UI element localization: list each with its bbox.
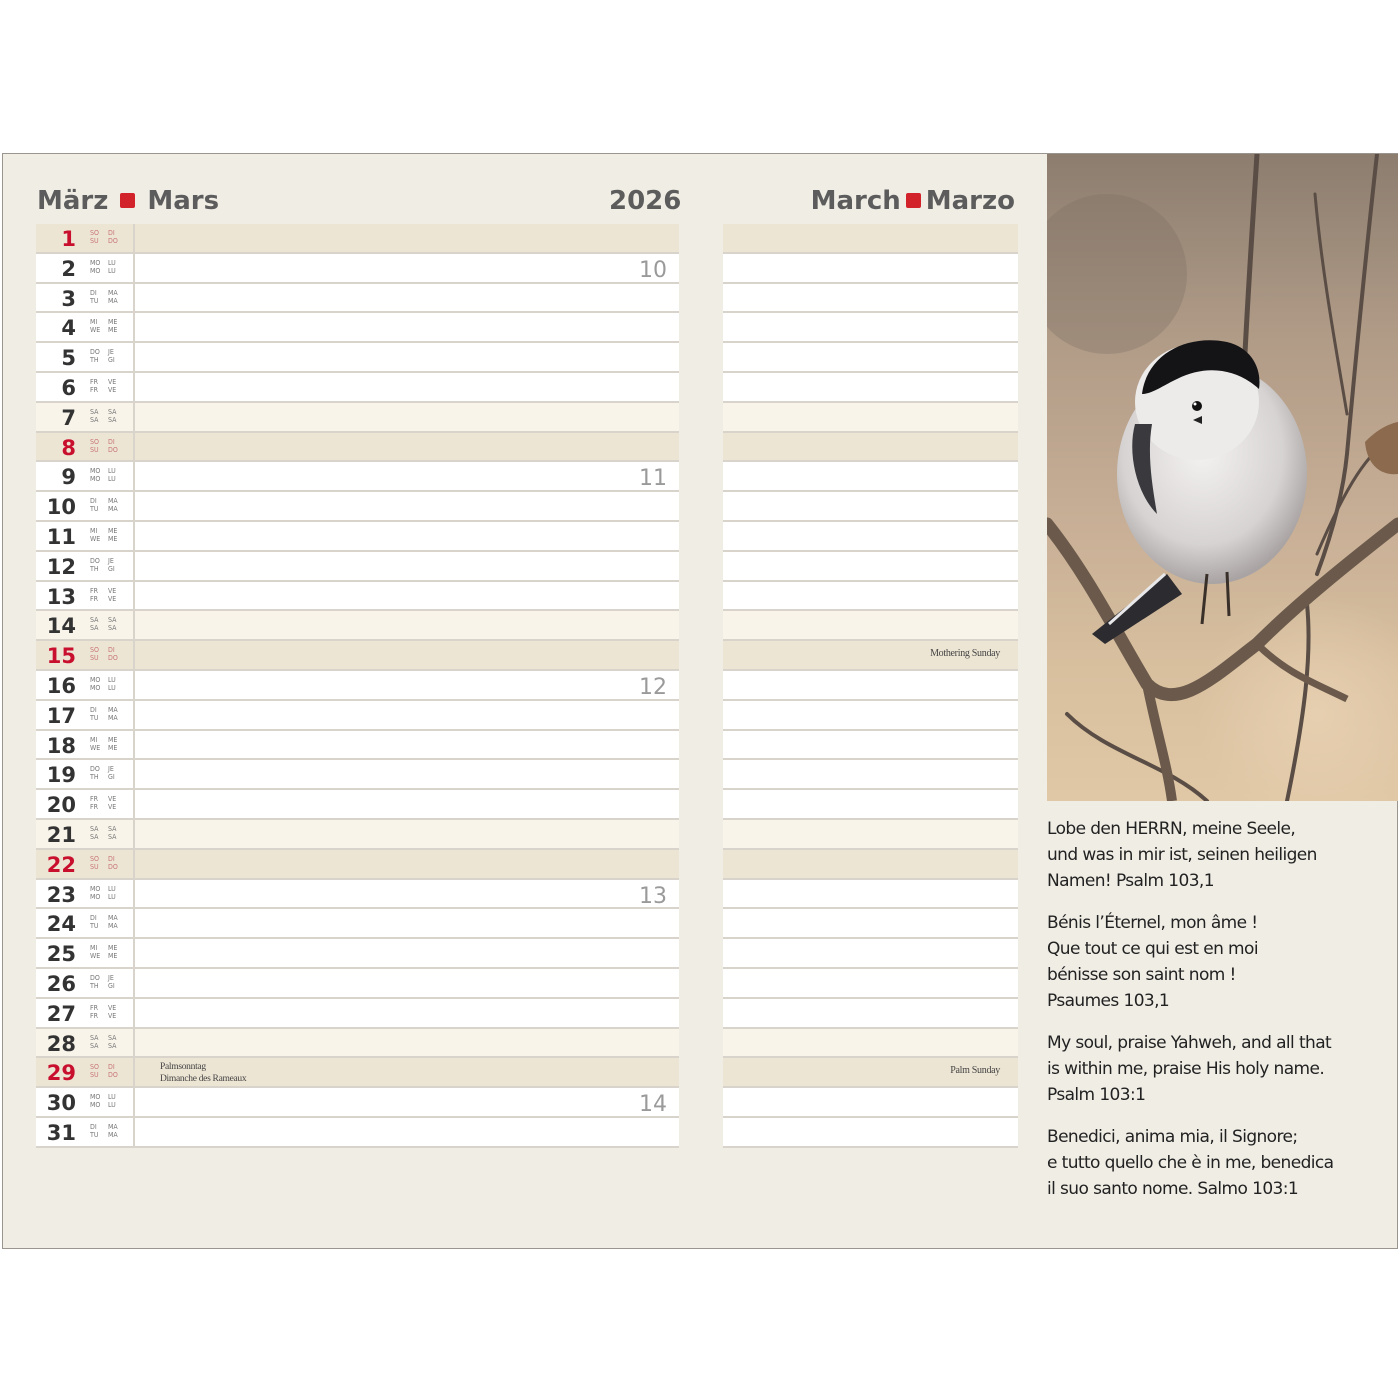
- week-number: 13: [639, 883, 667, 909]
- day-row-notes[interactable]: [723, 939, 1018, 969]
- day-row-notes[interactable]: [723, 433, 1018, 463]
- column-divider: [133, 850, 135, 880]
- day-number: 11: [46, 524, 76, 549]
- weekday-abbrev: ME ME: [108, 944, 118, 961]
- day-row[interactable]: [36, 790, 679, 820]
- day-row[interactable]: [36, 1029, 679, 1059]
- weekday-abbrev: MI WE: [90, 735, 101, 752]
- weekday-abbrev: DI DO: [108, 1063, 118, 1080]
- day-number: 25: [46, 942, 76, 967]
- weekday-abbrev: DI DO: [108, 854, 118, 871]
- day-number: 1: [61, 227, 76, 251]
- day-number: 24: [46, 912, 76, 937]
- day-number: 18: [46, 733, 76, 758]
- weekday-abbrev: DO TH: [90, 556, 100, 573]
- weekday-abbrev: SA SA: [108, 407, 117, 424]
- column-divider: [133, 343, 135, 373]
- day-list-right: [723, 224, 1018, 1148]
- weekday-abbrev: DI TU: [90, 914, 99, 931]
- column-divider: [133, 284, 135, 314]
- day-row[interactable]: [36, 731, 679, 761]
- day-row-notes[interactable]: [723, 522, 1018, 552]
- day-number: 28: [46, 1031, 76, 1056]
- day-row-notes[interactable]: [723, 909, 1018, 939]
- column-divider: [133, 522, 135, 552]
- week-number: 12: [639, 674, 667, 700]
- weekday-abbrev: DI TU: [90, 705, 99, 722]
- day-number: 7: [61, 405, 76, 430]
- weekday-abbrev: MA MA: [108, 914, 118, 931]
- day-row-notes[interactable]: [723, 611, 1018, 641]
- column-divider: [133, 433, 135, 463]
- column-divider: [133, 224, 135, 254]
- day-row-notes[interactable]: [723, 671, 1018, 701]
- day-row[interactable]: [36, 254, 679, 284]
- day-row-notes[interactable]: [723, 760, 1018, 790]
- day-row-notes[interactable]: [723, 254, 1018, 284]
- weekday-abbrev: DI DO: [108, 229, 118, 245]
- weekday-abbrev: VE VE: [108, 586, 117, 603]
- column-divider: [133, 641, 135, 671]
- day-row-notes[interactable]: [723, 1058, 1018, 1088]
- long-tailed-tit-image: [1047, 154, 1398, 801]
- day-number: 13: [46, 584, 76, 609]
- day-row-notes[interactable]: [723, 641, 1018, 671]
- day-row[interactable]: [36, 284, 679, 314]
- day-row[interactable]: [36, 701, 679, 731]
- day-list-left: [36, 224, 679, 1148]
- column-divider: [133, 611, 135, 641]
- day-row[interactable]: [36, 1118, 679, 1148]
- weekday-abbrev: FR FR: [90, 795, 98, 812]
- weekday-abbrev: SA SA: [90, 824, 99, 841]
- day-row[interactable]: [36, 641, 679, 671]
- weekday-abbrev: FR FR: [90, 377, 98, 394]
- week-number: 10: [639, 257, 667, 283]
- day-row[interactable]: [36, 492, 679, 522]
- day-number: 8: [61, 435, 76, 460]
- day-row-notes[interactable]: [723, 343, 1018, 373]
- weekday-abbrev: SA SA: [90, 407, 99, 424]
- calendar-spread: [2, 153, 1398, 1249]
- day-number: 31: [46, 1120, 76, 1145]
- bird-photo: [1047, 154, 1398, 801]
- day-row-notes[interactable]: [723, 224, 1018, 254]
- week-number: 14: [639, 1092, 667, 1118]
- column-divider: [133, 1058, 135, 1088]
- weekday-abbrev: MO MO: [90, 884, 101, 901]
- column-divider: [133, 552, 135, 582]
- month-title-left: [37, 184, 219, 218]
- column-divider: [133, 999, 135, 1029]
- month-it: Marzo: [925, 186, 1015, 216]
- holiday-note-en: Mothering Sunday: [930, 648, 1000, 660]
- weekday-abbrev: MA MA: [108, 288, 118, 305]
- day-row-notes[interactable]: [723, 582, 1018, 612]
- day-row-notes[interactable]: [723, 820, 1018, 850]
- column-divider: [133, 582, 135, 612]
- day-row[interactable]: [36, 552, 679, 582]
- day-number: 19: [46, 763, 76, 788]
- day-row[interactable]: [36, 820, 679, 850]
- day-row-notes[interactable]: [723, 492, 1018, 522]
- column-divider: [133, 909, 135, 939]
- day-row-notes[interactable]: [723, 313, 1018, 343]
- day-row[interactable]: [36, 760, 679, 790]
- day-row[interactable]: [36, 611, 679, 641]
- weekday-abbrev: JE GI: [108, 556, 115, 573]
- weekday-abbrev: MI WE: [90, 944, 101, 961]
- column-divider: [133, 671, 135, 701]
- day-row[interactable]: [36, 403, 679, 433]
- day-row[interactable]: [36, 880, 679, 910]
- day-number: 10: [46, 495, 76, 520]
- day-number: 17: [46, 703, 76, 728]
- day-row[interactable]: [36, 999, 679, 1029]
- day-row[interactable]: [36, 1058, 679, 1088]
- weekday-abbrev: VE VE: [108, 377, 117, 394]
- month-title-right: [811, 184, 1015, 218]
- column-divider: [133, 1088, 135, 1118]
- weekday-abbrev: JE GI: [108, 348, 115, 365]
- month-en: March: [810, 186, 901, 216]
- month-fr: Mars: [147, 186, 220, 216]
- weekday-abbrev: SO SU: [90, 1063, 99, 1080]
- day-row[interactable]: [36, 850, 679, 880]
- day-number: 22: [46, 852, 76, 877]
- weekday-abbrev: ME ME: [108, 318, 118, 335]
- weekday-abbrev: DO TH: [90, 765, 100, 782]
- weekday-abbrev: JE GI: [108, 765, 115, 782]
- column-divider: [133, 731, 135, 761]
- weekday-abbrev: VE VE: [108, 1003, 117, 1020]
- weekday-abbrev: JE GI: [108, 973, 115, 990]
- weekday-abbrev: SO SU: [90, 229, 99, 245]
- column-divider: [133, 492, 135, 522]
- weekday-abbrev: SA SA: [108, 824, 117, 841]
- day-number: 29: [46, 1061, 76, 1086]
- day-number: 14: [46, 614, 76, 639]
- holiday-note-en: Palm Sunday: [950, 1065, 1000, 1077]
- weekday-abbrev: DO TH: [90, 348, 100, 365]
- column-divider: [133, 760, 135, 790]
- day-row-notes[interactable]: [723, 850, 1018, 880]
- day-row[interactable]: [36, 909, 679, 939]
- verse-text: Benedici, anima mia, il Signore; e tutto quello che è in me, benedica il suo santo nome. Salmo 103:1: [1047, 1127, 1334, 1199]
- day-number: 26: [46, 971, 76, 996]
- column-divider: [133, 1118, 135, 1148]
- day-row-notes[interactable]: [723, 1088, 1018, 1118]
- year-title: 2026: [609, 186, 682, 216]
- column-divider: [133, 969, 135, 999]
- column-divider: [133, 790, 135, 820]
- day-row[interactable]: [36, 1088, 679, 1118]
- day-number: 6: [61, 375, 76, 400]
- weekday-abbrev: SA SA: [90, 1033, 99, 1050]
- column-divider: [133, 701, 135, 731]
- day-row[interactable]: [36, 522, 679, 552]
- weekday-abbrev: DI DO: [108, 646, 118, 663]
- weekday-abbrev: DI TU: [90, 288, 99, 305]
- column-divider: [133, 1029, 135, 1059]
- column-divider: [133, 403, 135, 433]
- day-row-notes[interactable]: [723, 701, 1018, 731]
- weekday-abbrev: SO SU: [90, 646, 99, 663]
- day-row-notes[interactable]: [723, 552, 1018, 582]
- weekday-abbrev: SA SA: [108, 616, 117, 633]
- weekday-abbrev: LU LU: [108, 884, 116, 901]
- column-divider: [133, 939, 135, 969]
- weekday-abbrev: MA MA: [108, 1122, 118, 1139]
- day-row[interactable]: [36, 671, 679, 701]
- weekday-abbrev: LU LU: [108, 675, 116, 692]
- column-divider: [133, 820, 135, 850]
- weekday-abbrev: DI DO: [108, 437, 118, 454]
- day-number: 3: [61, 286, 76, 311]
- column-divider: [133, 313, 135, 343]
- day-number: 4: [61, 316, 76, 341]
- bible-verses: [1047, 816, 1387, 1218]
- verse-text: Bénis l’Éternel, mon âme ! Que tout ce qui est en moi bénisse son saint nom ! Psaumes 103,1: [1047, 913, 1258, 1011]
- weekday-abbrev: MA MA: [108, 705, 118, 722]
- day-row[interactable]: [36, 343, 679, 373]
- weekday-abbrev: LU LU: [108, 467, 116, 484]
- day-row[interactable]: [36, 582, 679, 612]
- column-divider: [133, 880, 135, 910]
- day-row[interactable]: [36, 373, 679, 403]
- day-row-notes[interactable]: [723, 790, 1018, 820]
- red-square-icon: [120, 193, 135, 208]
- day-row[interactable]: [36, 433, 679, 463]
- day-row-notes[interactable]: [723, 731, 1018, 761]
- day-row[interactable]: [36, 224, 679, 254]
- weekday-abbrev: FR FR: [90, 586, 98, 603]
- day-number: 12: [46, 554, 76, 579]
- day-number: 16: [46, 673, 76, 698]
- weekday-abbrev: ME ME: [108, 735, 118, 752]
- day-number: 27: [46, 1001, 76, 1026]
- holiday-note: Palmsonntag Dimanche des Rameaux: [160, 1062, 247, 1085]
- weekday-abbrev: DI TU: [90, 1122, 99, 1139]
- red-square-icon: [906, 193, 921, 208]
- day-row-notes[interactable]: [723, 373, 1018, 403]
- day-row-notes[interactable]: [723, 969, 1018, 999]
- day-number: 9: [61, 465, 76, 490]
- day-number: 2: [61, 256, 76, 281]
- weekday-abbrev: DO TH: [90, 973, 100, 990]
- day-number: 5: [61, 346, 76, 371]
- weekday-abbrev: ME ME: [108, 526, 118, 543]
- day-row-notes[interactable]: [723, 403, 1018, 433]
- column-divider: [133, 373, 135, 403]
- day-row[interactable]: [36, 939, 679, 969]
- week-number: 11: [639, 466, 667, 492]
- weekday-abbrev: DI TU: [90, 497, 99, 514]
- day-row[interactable]: [36, 462, 679, 492]
- weekday-abbrev: MO MO: [90, 675, 101, 692]
- weekday-abbrev: FR FR: [90, 1003, 98, 1020]
- day-row-notes[interactable]: [723, 284, 1018, 314]
- verse-text: My soul, praise Yahweh, and all that is within me, praise His holy name. Psalm 103:1: [1047, 1033, 1332, 1105]
- day-number: 15: [46, 644, 76, 669]
- column-divider: [133, 254, 135, 284]
- day-row-notes[interactable]: [723, 999, 1018, 1029]
- day-row[interactable]: [36, 969, 679, 999]
- weekday-abbrev: SA SA: [108, 1033, 117, 1050]
- day-number: 30: [46, 1091, 76, 1116]
- weekday-abbrev: MO MO: [90, 258, 101, 275]
- weekday-abbrev: MA MA: [108, 497, 118, 514]
- month-de: März: [37, 186, 109, 216]
- day-row-notes[interactable]: [723, 1029, 1018, 1059]
- weekday-abbrev: LU LU: [108, 258, 116, 275]
- weekday-abbrev: SO SU: [90, 854, 99, 871]
- day-row[interactable]: [36, 313, 679, 343]
- day-number: 23: [46, 882, 76, 907]
- day-row-notes[interactable]: [723, 1118, 1018, 1148]
- verse-text: Lobe den HERRN, meine Seele, und was in mir ist, seinen heiligen Namen! Psalm 103,1: [1047, 819, 1317, 891]
- column-divider: [133, 462, 135, 492]
- weekday-abbrev: LU LU: [108, 1093, 116, 1110]
- weekday-abbrev: VE VE: [108, 795, 117, 812]
- day-row-notes[interactable]: [723, 462, 1018, 492]
- weekday-abbrev: MO MO: [90, 467, 101, 484]
- weekday-abbrev: SO SU: [90, 437, 99, 454]
- weekday-abbrev: MO MO: [90, 1093, 101, 1110]
- day-row-notes[interactable]: [723, 880, 1018, 910]
- day-number: 20: [46, 793, 76, 818]
- weekday-abbrev: SA SA: [90, 616, 99, 633]
- weekday-abbrev: MI WE: [90, 318, 101, 335]
- day-number: 21: [46, 822, 76, 847]
- weekday-abbrev: MI WE: [90, 526, 101, 543]
